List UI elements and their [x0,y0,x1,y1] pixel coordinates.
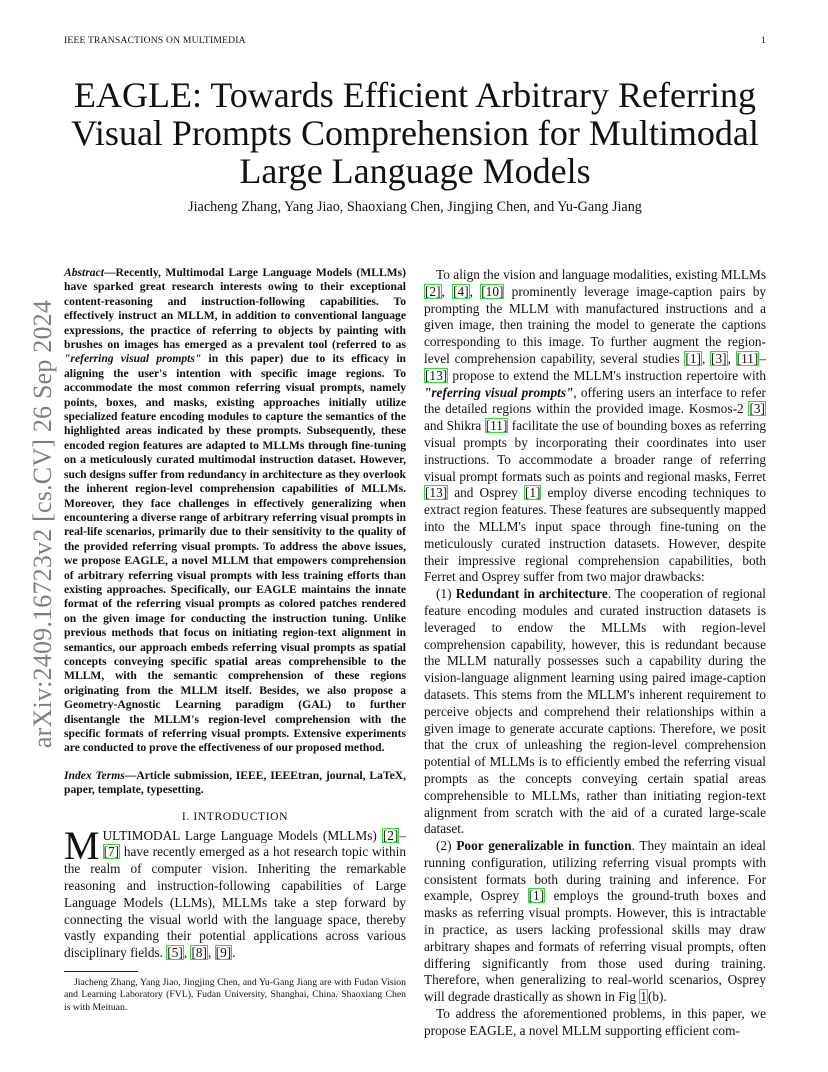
left-column [64,266,406,1014]
citation-link[interactable]: [1] [528,888,545,904]
intro-text-a: ULTIMODAL Large Language Models (MLLMs) [102,827,382,843]
text: and Osprey [448,485,524,501]
citation-link[interactable]: [13] [425,367,448,383]
citation-link[interactable]: [10] [481,283,504,299]
separator: , [701,350,711,366]
citation-link[interactable]: [4] [453,283,469,299]
range-dash: – [399,827,406,843]
journal-header: IEEE TRANSACTIONS ON MULTIMEDIA [64,35,246,46]
citation-link[interactable]: [9] [215,945,232,961]
intro-paragraph [64,822,406,962]
dropcap-letter: M [64,822,100,868]
affiliation-footnote: Jiacheng Zhang, Yang Jiao, Jingjing Chen, and Yu-Gang Jiang are with Fudan Vision and Learning Laboratory (FVL), Fudan University, Shanghai, China. Shaoxiang Chen is with Meituan. [64,977,406,1013]
citation-link[interactable]: [11] [736,350,759,366]
separator: , [727,350,736,366]
range-dash: – [759,350,766,366]
text: , offering users an interface to refer the detailed regions within the provided image. Kosmos-2 [424,384,766,417]
right-column [424,267,766,1040]
page-number: 1 [761,35,766,46]
drawback-heading: Poor generalizable in function [456,838,632,854]
citation-link[interactable]: [7] [103,844,120,860]
footnote-rule [64,971,138,972]
arxiv-stamp-text: arXiv:2409.16723v2 [cs.CV] 26 Sep 2024 [28,299,57,749]
citation-link[interactable]: [3] [749,401,765,417]
citation-link[interactable]: [13] [425,485,448,501]
citation-link[interactable]: [5] [167,945,183,961]
text: . The cooperation of regional feature encoding modules and curated instruction datasets is leveraged to endow the MLLMs with region-level comprehension capability, however, this is redundant because the MLLM naturally possesses such a capability during the vision-language alignment learning using paired image-caption datasets. This stems from the MLLM's inherent requirement to perceive objects and comprehend their relationships within a given image to generate accurate captions. Therefore, we posit that the crux of unleashing the region-level comprehension potential of MLLMs is to efficiently embed the referring visual prompts as the concepts conveying certain spatial areas comprehensible to MLLMs, rather than initiating region-text alignment from scratch with the aid of a curated large-scale dataset. [424,586,766,837]
text: prominently leverage image-caption pairs by prompting the MLLM with manufactured instructions and a given image, then training the model to generate the captions corresponding to this image. To further augment the region-level comprehension capability, several studies [424,283,767,366]
intro-text-b: have recently emerged as a hot research topic within the realm of computer vision. Inheriting the remarkable reasoning and instruction-following capabilities of Large Language Models (LLMs), MLLMs take a step forward by connecting the visual world with the language space, thereby vastly expanding their potential applications across various disciplinary fields. [64,844,406,961]
text: (b). [647,989,667,1005]
figure-link[interactable]: 1 [640,989,647,1005]
author-list: Jiacheng Zhang, Yang Jiao, Shaoxiang Chen, Jingjing Chen, and Yu-Gang Jiang [188,199,642,215]
text: employs the ground-truth boxes and masks as referring visual prompts. However, this is intractable in practice, as users lacking professional skills may draw arbitrary shapes and formats of referring visual prompts, often differing significantly from those used during training. Therefore, when generalizing to real-world scenarios, Osprey will degrade drastically as shown in Fig [424,888,766,1005]
right-paragraph-4: To address the aforementioned problems, in this paper, we propose EAGLE, a novel MLLM supporting efficient com- [424,1006,766,1038]
citation-link[interactable]: [2] [382,827,399,843]
text: . They maintain an ideal running configuration, utilizing referring visual prompts with consistent formats both during training and inference. For example, Osprey [424,838,766,904]
index-terms-text: —Article submission, IEEE, IEEEtran, journal, LaTeX, paper, template, typesetting. [64,768,406,797]
abstract-text-b: in this paper) due to its efficacy in aligning the user's intention with specific image regions. To accommodate the most common referring visual prompts, namely points, boxes, and masks, existing approaches initially utilize specialized feature encoding modules to capture the semantics of the highlighted areas indicated by these prompts. Subsequently, these encoded region features are adapted to MLLMs through fine-tuning on a meticulously curated multimodal instruction dataset. However, such designs suffer from redundancy in architecture as they overlook the inherent region-level comprehension capabilities of MLLMs. Moreover, they face challenges in effectively generalizing when encountering a diverse range of arbitrary referring visual prompts in real-life scenarios, primarily due to their sensitivity to the quality of the provided referring visual prompts. To address the above issues, we propose EAGLE, a novel MLLM that empowers comprehension of arbitrary referring visual prompts with less training efforts than existing approaches. Specifically, our EAGLE maintains the innate format of the referring visual prompts as colored patches rendered on the given image for conducting the instruction tuning. Unlike previous methods that focus on initiating region-text alignment in semantics, our approach embeds referring visual prompts as spatial concepts conveying specific spatial areas comprehensible to the MLLM, with the semantic comprehension of these regions originating from the MLLM itself. Besides, we also propose a Geometry-Agnostic Learning paradigm (GAL) to further disentangle the MLLM's region-level comprehension with the specific formats of referring visual prompts. Extensive experiments are conducted to prove the effectiveness of our proposed method. [64,352,406,755]
arxiv-stamp [25,286,61,762]
separator: , [469,283,481,299]
text: employ diverse encoding techniques to extract region features. These features are subsequently mapped into the MLLM's input space through fine-tuning on the meticulously curated instruction datasets. However, despite their impressive regional comprehension capabilities, both Ferret and Osprey suffer from two major drawbacks: [424,485,766,585]
separator: , [441,283,453,299]
section-heading-introduction: I. INTRODUCTION [181,809,289,823]
index-terms-label: Index Terms [64,768,125,782]
citation-link[interactable]: [1] [524,485,541,501]
citation-link[interactable]: [8] [191,945,207,961]
separator: , [183,945,191,961]
abstract-italic-term: "referring visual prompts" [64,352,202,366]
index-terms [64,769,406,798]
emphasized-term: "referring visual prompts" [424,384,574,400]
text: To align the vision and language modalities, existing MLLMs [436,267,766,282]
right-paragraph-2 [424,586,766,838]
citation-link[interactable]: [2] [425,283,441,299]
separator: , [207,945,215,961]
abstract-label: Abstract [64,266,104,279]
abstract-text-a: —Recently, Multimodal Large Language Models (MLLMs) have sparked great research interests owing to their exceptional content-reasoning and instruction-following capabilities. To effectively instruct an MLLM, in addition to conventional language expressions, the practice of referring to objects by painting with brushes on images has emerged as a prevalent tool (referred to as [64,266,406,352]
citation-link[interactable]: [3] [711,350,727,366]
text: facilitate the use of bounding boxes as referring visual prompts by incorporating their coordinates into user instructions. To accommodate a broader range of referring visual prompt formats such as points and regional masks, Ferret [424,418,766,484]
right-paragraph-3 [424,838,766,1006]
citation-link[interactable]: [11] [485,418,508,434]
citation-link[interactable]: [1] [685,350,701,366]
text: propose to extend the MLLM's instruction repertoire with [448,367,766,383]
drawback-heading: Redundant in architecture [455,586,608,602]
abstract [64,266,406,756]
right-paragraph-1 [424,267,766,586]
text: and Shikra [424,418,485,434]
sentence-end: . [232,945,236,961]
item-number: (1) [436,586,456,602]
paper-title: EAGLE: Towards Efficient Arbitrary Referring Visual Prompts Comprehension for Multimodal Large Language Models [71,75,759,191]
item-number: (2) [436,838,457,854]
